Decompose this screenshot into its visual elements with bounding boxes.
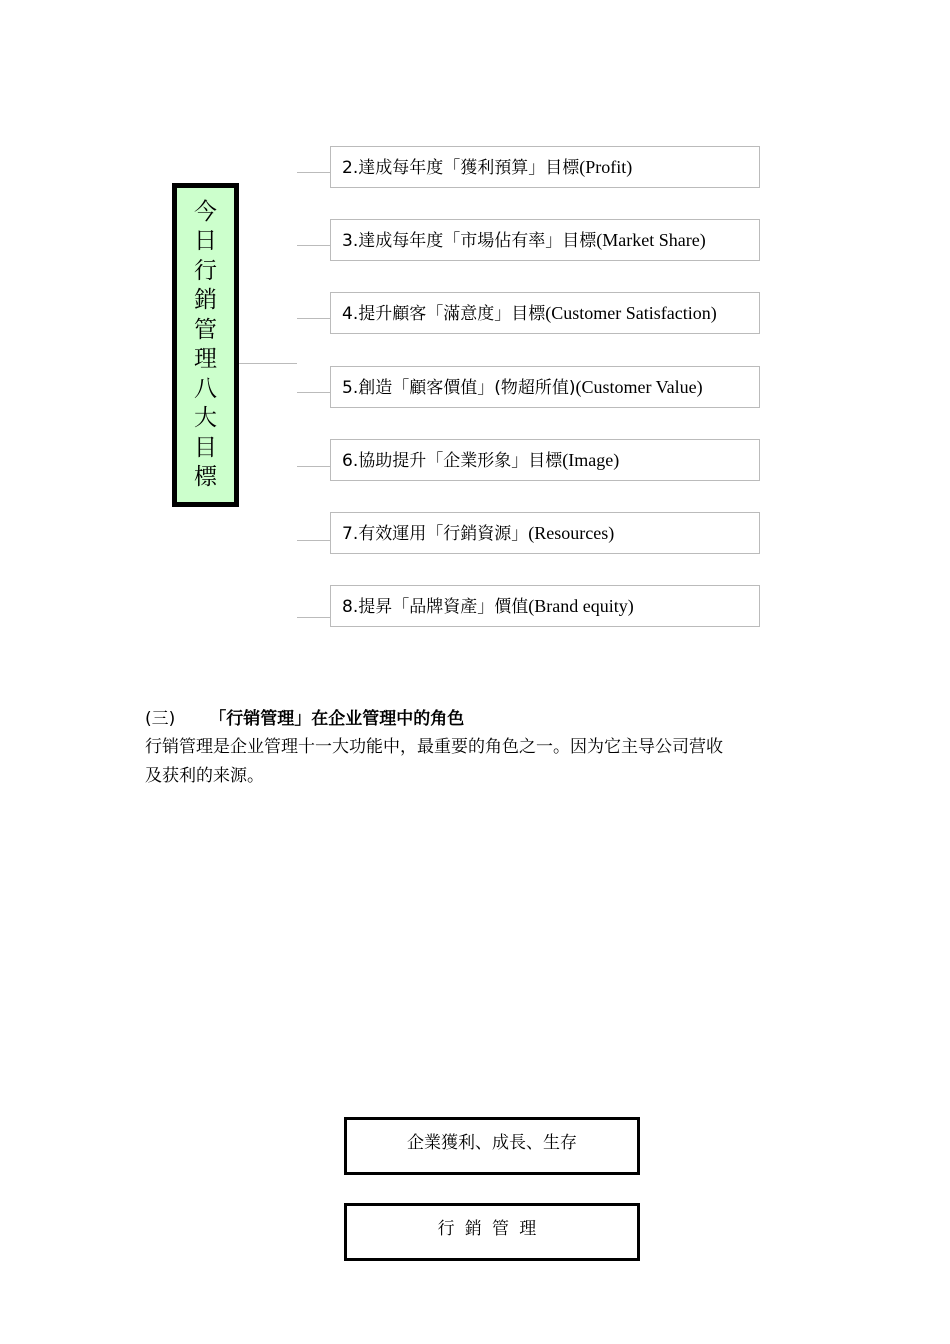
goal-connector-line <box>297 392 330 393</box>
flow-box-profit-growth <box>344 1117 640 1175</box>
section-number: (三) <box>145 709 176 729</box>
goal-label: 4.提升顧客「滿意度」目標 <box>342 304 546 324</box>
goal-english: (Image) <box>562 450 620 470</box>
goal-label: 3.達成每年度「市場佔有率」目標 <box>342 231 597 251</box>
paragraph-line: 行销管理是企业管理十一大功能中，最重要的角色之一。因为它主导公司营收 <box>145 737 723 757</box>
goal-connector-line <box>297 245 330 246</box>
section-paragraph <box>145 733 805 791</box>
goal-connector-line <box>297 172 330 173</box>
goal-box-market-share <box>330 219 760 261</box>
title-char: 八 <box>194 375 217 402</box>
title-char: 目 <box>194 434 217 461</box>
goal-english: (Resources) <box>528 523 615 543</box>
title-char: 行 <box>194 257 217 284</box>
goal-label: 7.有效運用「行銷資源」 <box>342 524 529 544</box>
title-char: 管 <box>194 316 217 343</box>
flow-box-label: 企業獲利、成長、生存 <box>407 1133 577 1153</box>
title-char: 今 <box>194 198 217 225</box>
title-char: 理 <box>194 346 217 372</box>
goal-box-profit <box>330 146 760 188</box>
goal-label: 5.創造「顧客價值」(物超所值) <box>342 378 576 398</box>
title-char: 銷 <box>194 287 217 313</box>
goal-connector-line <box>297 466 330 467</box>
goal-box-customer-value <box>330 366 760 408</box>
main-title-box <box>172 183 239 507</box>
paragraph-line: 及获利的来源。 <box>145 766 264 786</box>
goal-label: 8.提昇「品牌資產」價值 <box>342 597 529 617</box>
flow-box-marketing-management <box>344 1203 640 1261</box>
goal-label: 2.達成每年度「獲利預算」目標 <box>342 158 580 178</box>
goal-connector-line <box>297 318 330 319</box>
goal-connector-line <box>297 540 330 541</box>
section-heading <box>145 704 464 729</box>
goal-english: (Brand equity) <box>528 596 634 616</box>
title-char: 大 <box>194 405 217 431</box>
goal-english: (Customer Satisfaction) <box>545 303 717 323</box>
goal-english: (Profit) <box>579 157 633 177</box>
flow-box-label: 行銷管理 <box>437 1219 547 1239</box>
goal-box-brand-equity <box>330 585 760 627</box>
title-char: 標 <box>194 464 217 490</box>
title-char: 日 <box>194 228 217 254</box>
goal-box-resources <box>330 512 760 554</box>
main-connector-line <box>239 363 297 364</box>
goal-label: 6.協助提升「企業形象」目標 <box>342 451 563 471</box>
section-title: 「行销管理」在企业管理中的角色 <box>209 709 465 729</box>
goal-box-customer-satisfaction <box>330 292 760 334</box>
goal-english: (Market Share) <box>596 230 706 250</box>
goal-box-image <box>330 439 760 481</box>
goal-connector-line <box>297 617 330 618</box>
goal-english: (Customer Value) <box>575 377 703 397</box>
